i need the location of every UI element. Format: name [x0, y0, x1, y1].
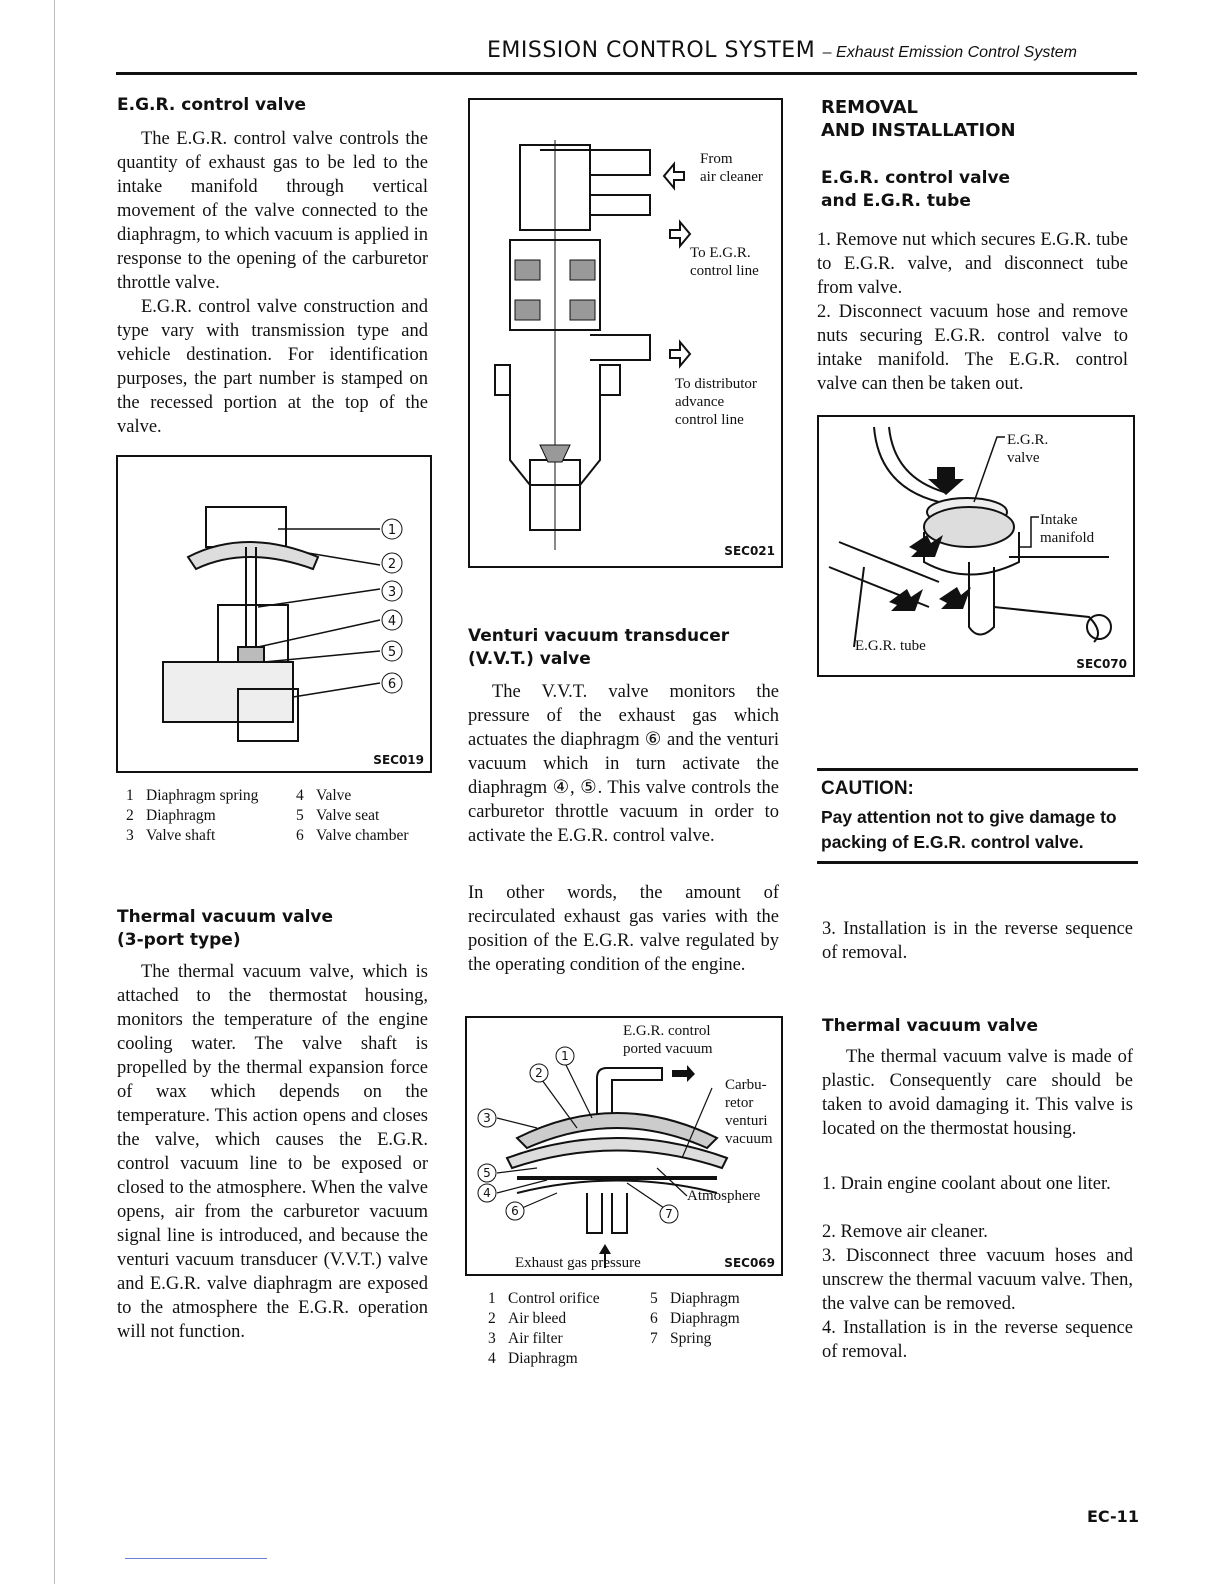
caution-body: Pay attention not to give damage to packing of E.G.R. control valve.	[821, 807, 1117, 852]
egr-valve-paragraph-1: The E.G.R. control valve controls the quantity of exhaust gas to be led to the intake manifold through vertical movement of the valve connected to the diaphragm, to which vacuum is applied in response to the opening of the carburetor throttle valve.	[117, 129, 428, 293]
thermal-vacuum-valve-heading: Thermal vacuum valve (3-port type)	[117, 907, 334, 950]
svg-text:6: 6	[511, 1204, 519, 1218]
svg-text:4: 4	[387, 614, 397, 629]
thermal-vacuum-valve-removal-paragraph: The thermal vacuum valve is made of plastic. Consequently care should be taken to avoid damaging it. This valve is located on the thermostat housing.	[822, 1047, 1133, 1139]
egr-tube-subheading: E.G.R. control valve and E.G.R. tube	[821, 168, 1011, 211]
legend-vvt-valve	[488, 1289, 778, 1369]
arrow-up-icon	[599, 1244, 611, 1254]
svg-text:4: 4	[483, 1186, 491, 1200]
label-intake-manifold: Intake manifold	[1040, 512, 1095, 546]
legend-item: 4 Diaphragm	[488, 1350, 578, 1367]
figure-egr-valve-cutaway	[116, 455, 432, 773]
figure-id: SEC069	[724, 1256, 775, 1270]
legend-item: 7 Spring	[650, 1330, 712, 1347]
label-exhaust-gas-pressure: Exhaust gas pressure	[515, 1255, 641, 1271]
header-title: EMISSION CONTROL SYSTEM	[487, 38, 816, 63]
label-egr-valve: E.G.R. valve	[1007, 432, 1049, 466]
label-to-egr-control-line: To E.G.R. control line	[690, 245, 759, 279]
svg-text:3: 3	[387, 585, 397, 600]
page-header	[487, 38, 1137, 63]
svg-text:5: 5	[387, 645, 397, 660]
legend-egr-valve	[126, 786, 436, 846]
label-carburetor-venturi-vacuum: Carbu- retor venturi vacuum	[725, 1077, 773, 1147]
footer-link-line	[125, 1558, 267, 1559]
legend-item: 3 Air filter	[488, 1330, 563, 1347]
label-atmosphere: Atmosphere	[687, 1188, 761, 1204]
legend-item: 5 Valve seat	[296, 807, 380, 824]
caution-title: CAUTION:	[821, 778, 914, 799]
legend-item: 2 Air bleed	[488, 1310, 567, 1327]
svg-text:3: 3	[483, 1111, 491, 1125]
figure-id: SEC019	[373, 753, 424, 767]
caution-bottom-rule	[817, 861, 1138, 864]
svg-text:2: 2	[387, 557, 397, 572]
legend-item: 4 Valve	[296, 787, 352, 804]
label-egr-tube: E.G.R. tube	[855, 638, 926, 654]
label-from-air-cleaner: From air cleaner	[700, 151, 763, 185]
tvv-step-2: 2. Remove air cleaner.	[822, 1222, 988, 1242]
removal-step-2: 2. Disconnect vacuum hose and remove nuts securing E.G.R. control valve to intake manifold. The E.G.R. control valve can then be taken out.	[817, 302, 1128, 394]
tvv-step-1: 1. Drain engine coolant about one liter.	[822, 1174, 1111, 1194]
thermal-vacuum-valve-removal-heading: Thermal vacuum valve	[822, 1016, 1039, 1036]
figure-id: SEC070	[1076, 657, 1127, 671]
figure-id: SEC021	[724, 544, 775, 558]
svg-text:5: 5	[483, 1166, 491, 1180]
removal-step-1: 1. Remove nut which secures E.G.R. tube to E.G.R. valve, and disconnect tube from valve.	[817, 230, 1128, 298]
tvv-step-3: 3. Disconnect three vacuum hoses and unscrew the thermal vacuum valve. Then, the valve can be removed.	[822, 1246, 1133, 1314]
legend-item: 6 Diaphragm	[650, 1310, 740, 1327]
svg-text:2: 2	[535, 1066, 543, 1080]
legend-item: 6 Valve chamber	[296, 827, 409, 844]
arrow-right-icon	[672, 1065, 695, 1082]
egr-valve-drawing	[118, 457, 430, 771]
page-number: EC-11	[1087, 1507, 1139, 1526]
binding-margin-line	[54, 0, 55, 1584]
legend-item: 5 Diaphragm	[650, 1290, 740, 1307]
vvt-paragraph-2: In other words, the amount of recirculated exhaust gas varies with the position of the E.G.R. valve regulated by the operating condition of the engine.	[468, 883, 779, 975]
legend-item: 1 Diaphragm spring	[126, 787, 259, 804]
label-egr-ported-vacuum: E.G.R. control ported vacuum	[623, 1023, 713, 1057]
label-to-distributor: To distributor advance control line	[675, 376, 757, 428]
arrow-icons	[664, 164, 690, 366]
removal-step-3: 3. Installation is in the reverse sequence of removal.	[822, 919, 1133, 963]
caution-top-rule	[817, 768, 1138, 771]
legend-item: 1 Control orifice	[488, 1290, 600, 1307]
legend-item: 3 Valve shaft	[126, 827, 216, 844]
removal-heading: REMOVAL AND INSTALLATION	[821, 97, 1016, 141]
header-rule	[116, 72, 1137, 75]
svg-text:1: 1	[387, 523, 397, 538]
vvt-paragraph-1: The V.V.T. valve monitors the pressure of the exhaust gas which actuates the diaphragm ⑥ and the venturi vacuum which in turn activate the diaphragm ④, ⑤. This valve controls the carburetor throttle vacuum in order to activate the E.G.R. control valve.	[468, 682, 779, 846]
thermal-vacuum-valve-paragraph: The thermal vacuum valve, which is attached to the thermostat housing, monitors the temperature of the engine cooling water. The valve shaft is propelled by the thermal expansion force of wax which depends on the temperature. This action opens and closes the valve, which causes the E.G.R. control vacuum line to be exposed or closed to the atmosphere. When the valve opens, air from the carburetor vacuum signal line is introduced, and because the venturi vacuum transducer (V.V.T.) valve and E.G.R. valve diaphragm are exposed to the atmosphere the E.G.R. operation will not function.	[117, 962, 428, 1342]
svg-text:7: 7	[665, 1207, 673, 1221]
egr-valve-paragraph-2: E.G.R. control valve construction and type vary with transmission type and vehicle destination. For identification purposes, the part number is stamped on the recessed portion at the top of the valve.	[117, 297, 428, 437]
tvv-step-4: 4. Installation is in the reverse sequence of removal.	[822, 1318, 1133, 1362]
figure-egr-valve-ports	[468, 98, 783, 568]
legend-item: 2 Diaphragm	[126, 807, 216, 824]
egr-valve-heading: E.G.R. control valve	[117, 95, 307, 115]
figure-vvt-valve	[465, 1016, 783, 1276]
svg-text:1: 1	[561, 1049, 569, 1063]
svg-text:6: 6	[387, 677, 397, 692]
header-subtitle: – Exhaust Emission Control System	[822, 44, 1077, 61]
vvt-valve-heading: Venturi vacuum transducer (V.V.T.) valve	[468, 626, 730, 669]
figure-egr-installation	[817, 415, 1135, 677]
